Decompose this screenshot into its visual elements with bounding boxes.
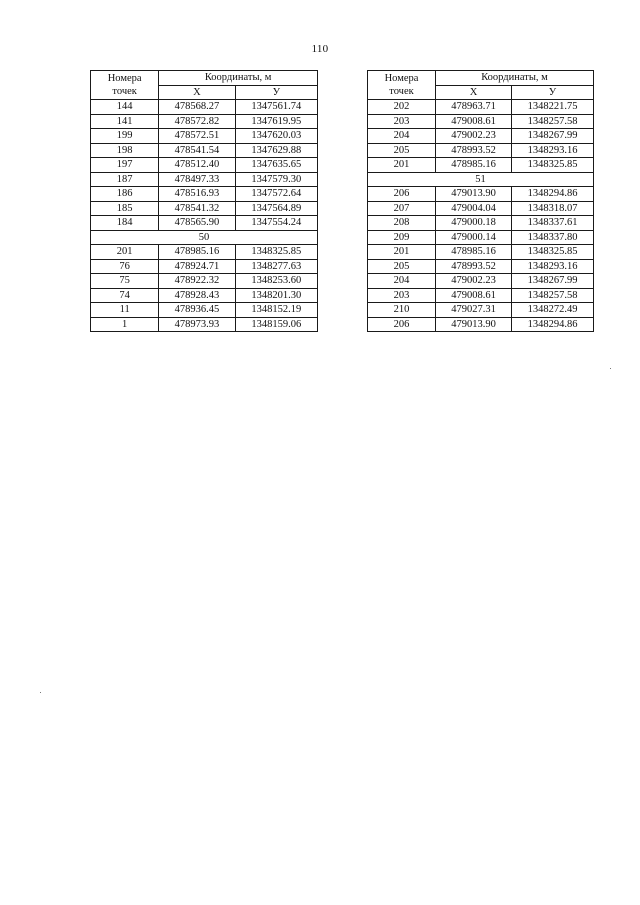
section-row [91, 230, 318, 245]
x-coordinate-cell: 478985.16 [159, 245, 235, 260]
table-row [91, 100, 318, 115]
x-coordinate-cell: 478568.27 [159, 100, 235, 115]
y-coordinate-cell: 1348337.80 [512, 230, 594, 245]
y-coordinate-cell: 1348293.16 [512, 143, 594, 158]
table-row [368, 317, 594, 332]
x-header: Х [159, 85, 235, 100]
x-header: Х [436, 85, 512, 100]
table-row [368, 245, 594, 260]
y-coordinate-cell: 1348257.58 [512, 114, 594, 129]
x-coordinate-cell: 479004.04 [436, 201, 512, 216]
table-header-row [91, 71, 318, 86]
point-number-cell: 209 [368, 230, 436, 245]
point-number-cell: 185 [91, 201, 159, 216]
points-header-line2: точек [389, 86, 414, 97]
x-coordinate-cell: 478541.32 [159, 201, 235, 216]
points-header-line2: точек [112, 86, 137, 97]
points-header-cell [368, 71, 436, 100]
section-label: 50 [91, 230, 318, 245]
x-coordinate-cell: 478512.40 [159, 158, 235, 173]
x-coordinate-cell: 479002.23 [436, 129, 512, 144]
x-coordinate-cell: 478985.16 [436, 158, 512, 173]
y-coordinate-cell: 1347579.30 [235, 172, 317, 187]
point-number-cell: 187 [91, 172, 159, 187]
coordinates-table-right [367, 70, 594, 332]
point-number-cell: 184 [91, 216, 159, 231]
point-number-cell: 201 [368, 158, 436, 173]
table-row [91, 259, 318, 274]
points-header-line1: Номера [384, 73, 419, 84]
y-coordinate-cell: 1347554.24 [235, 216, 317, 231]
point-number-cell: 202 [368, 100, 436, 115]
table-row [368, 230, 594, 245]
point-number-cell: 206 [368, 187, 436, 202]
point-number-cell: 197 [91, 158, 159, 173]
point-number-cell: 201 [91, 245, 159, 260]
section-row [368, 172, 594, 187]
coordinates-header: Координаты, м [436, 71, 594, 86]
table-row [368, 187, 594, 202]
y-coordinate-cell: 1347635.65 [235, 158, 317, 173]
y-header: У [512, 85, 594, 100]
x-coordinate-cell: 478924.71 [159, 259, 235, 274]
point-number-cell: 210 [368, 303, 436, 318]
y-coordinate-cell: 1348293.16 [512, 259, 594, 274]
x-coordinate-cell: 479000.18 [436, 216, 512, 231]
x-coordinate-cell: 478963.71 [436, 100, 512, 115]
point-number-cell: 206 [368, 317, 436, 332]
table-row [91, 201, 318, 216]
y-coordinate-cell: 1348337.61 [512, 216, 594, 231]
y-coordinate-cell: 1347561.74 [235, 100, 317, 115]
table-row [368, 100, 594, 115]
x-coordinate-cell: 478516.93 [159, 187, 235, 202]
y-coordinate-cell: 1348221.75 [512, 100, 594, 115]
scan-speck [40, 692, 41, 693]
table-row [368, 129, 594, 144]
y-coordinate-cell: 1347620.03 [235, 129, 317, 144]
y-coordinate-cell: 1348253.60 [235, 274, 317, 289]
x-coordinate-cell: 478985.16 [436, 245, 512, 260]
y-coordinate-cell: 1348294.86 [512, 187, 594, 202]
x-coordinate-cell: 479000.14 [436, 230, 512, 245]
points-header-cell [91, 71, 159, 100]
x-coordinate-cell: 479013.90 [436, 317, 512, 332]
point-number-cell: 208 [368, 216, 436, 231]
point-number-cell: 74 [91, 288, 159, 303]
table-row [91, 158, 318, 173]
point-number-cell: 141 [91, 114, 159, 129]
x-coordinate-cell: 478497.33 [159, 172, 235, 187]
point-number-cell: 75 [91, 274, 159, 289]
y-coordinate-cell: 1348267.99 [512, 274, 594, 289]
point-number-cell: 207 [368, 201, 436, 216]
x-coordinate-cell: 479013.90 [436, 187, 512, 202]
x-coordinate-cell: 478993.52 [436, 259, 512, 274]
point-number-cell: 1 [91, 317, 159, 332]
x-coordinate-cell: 478922.32 [159, 274, 235, 289]
y-coordinate-cell: 1348325.85 [235, 245, 317, 260]
table-header-row [368, 71, 594, 86]
table-row [91, 303, 318, 318]
points-header-line1: Номера [107, 73, 142, 84]
x-coordinate-cell: 478936.45 [159, 303, 235, 318]
y-coordinate-cell: 1348325.85 [512, 245, 594, 260]
coordinates-table-left [90, 70, 318, 332]
point-number-cell: 205 [368, 143, 436, 158]
table-row [368, 288, 594, 303]
point-number-cell: 11 [91, 303, 159, 318]
y-coordinate-cell: 1347619.95 [235, 114, 317, 129]
scan-speck [610, 368, 611, 369]
y-coordinate-cell: 1348277.63 [235, 259, 317, 274]
y-coordinate-cell: 1348159.06 [235, 317, 317, 332]
y-coordinate-cell: 1348257.58 [512, 288, 594, 303]
table-row [368, 216, 594, 231]
table-row [91, 129, 318, 144]
x-coordinate-cell: 479027.31 [436, 303, 512, 318]
point-number-cell: 203 [368, 288, 436, 303]
section-label: 51 [368, 172, 594, 187]
y-coordinate-cell: 1347564.89 [235, 201, 317, 216]
table-row [91, 274, 318, 289]
table-row [368, 114, 594, 129]
table-row [91, 288, 318, 303]
x-coordinate-cell: 478565.90 [159, 216, 235, 231]
page-number: 110 [311, 43, 329, 55]
y-coordinate-cell: 1348272.49 [512, 303, 594, 318]
table-row [368, 158, 594, 173]
table-row [368, 303, 594, 318]
x-coordinate-cell: 478572.82 [159, 114, 235, 129]
y-coordinate-cell: 1348325.85 [512, 158, 594, 173]
coordinates-header: Координаты, м [159, 71, 318, 86]
y-coordinate-cell: 1348294.86 [512, 317, 594, 332]
y-coordinate-cell: 1348201.30 [235, 288, 317, 303]
x-coordinate-cell: 478928.43 [159, 288, 235, 303]
y-coordinate-cell: 1348318.07 [512, 201, 594, 216]
y-header: У [235, 85, 317, 100]
point-number-cell: 203 [368, 114, 436, 129]
table-row [368, 274, 594, 289]
y-coordinate-cell: 1348152.19 [235, 303, 317, 318]
table-body [368, 100, 594, 332]
table-row [91, 114, 318, 129]
table-row [91, 245, 318, 260]
table-row [91, 187, 318, 202]
point-number-cell: 199 [91, 129, 159, 144]
table-body [91, 100, 318, 332]
point-number-cell: 204 [368, 274, 436, 289]
x-coordinate-cell: 479008.61 [436, 288, 512, 303]
point-number-cell: 205 [368, 259, 436, 274]
y-coordinate-cell: 1348267.99 [512, 129, 594, 144]
point-number-cell: 201 [368, 245, 436, 260]
table-row [368, 201, 594, 216]
table-row [91, 143, 318, 158]
x-coordinate-cell: 479002.23 [436, 274, 512, 289]
table-row [91, 172, 318, 187]
table-row [368, 259, 594, 274]
point-number-cell: 198 [91, 143, 159, 158]
point-number-cell: 144 [91, 100, 159, 115]
y-coordinate-cell: 1347572.64 [235, 187, 317, 202]
y-coordinate-cell: 1347629.88 [235, 143, 317, 158]
x-coordinate-cell: 478993.52 [436, 143, 512, 158]
point-number-cell: 186 [91, 187, 159, 202]
point-number-cell: 76 [91, 259, 159, 274]
x-coordinate-cell: 478973.93 [159, 317, 235, 332]
table-row [91, 317, 318, 332]
table-row [368, 143, 594, 158]
x-coordinate-cell: 478572.51 [159, 129, 235, 144]
point-number-cell: 204 [368, 129, 436, 144]
x-coordinate-cell: 478541.54 [159, 143, 235, 158]
x-coordinate-cell: 479008.61 [436, 114, 512, 129]
table-row [91, 216, 318, 231]
